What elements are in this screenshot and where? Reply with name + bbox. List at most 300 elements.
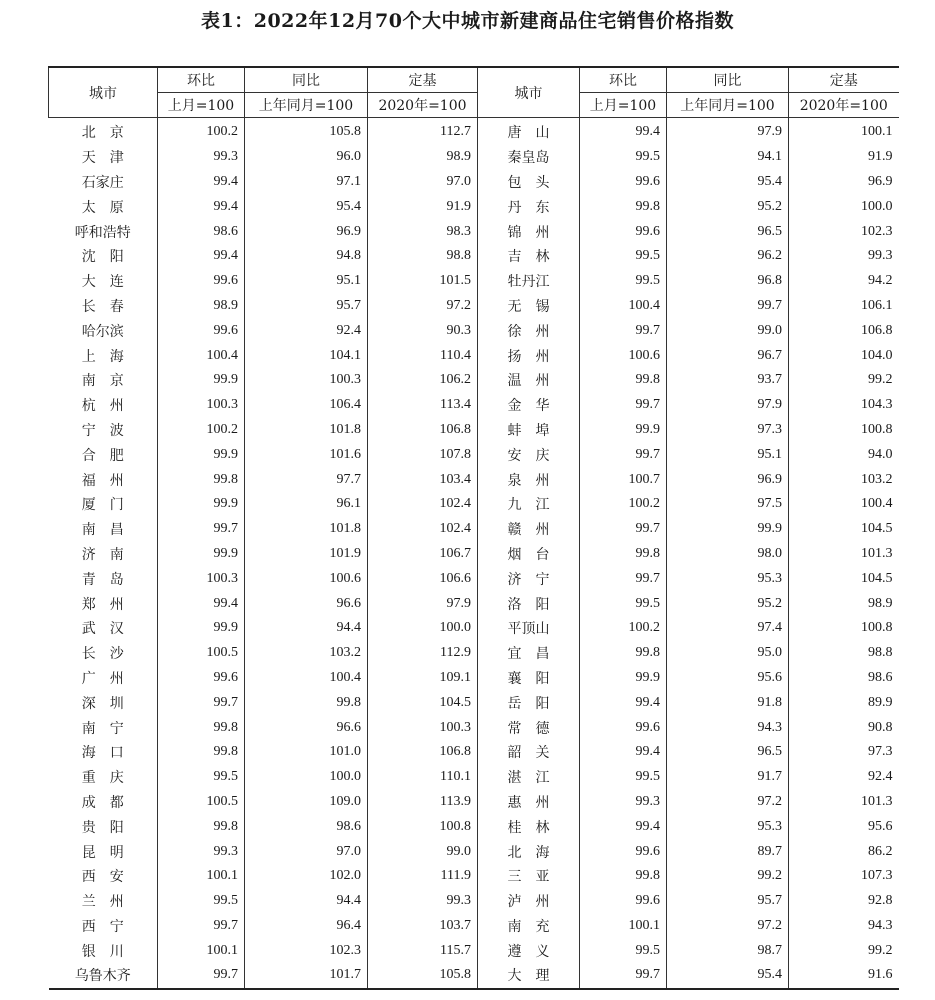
base-value: 106.6	[368, 566, 478, 591]
mom-value: 99.7	[580, 442, 667, 467]
yoy-value: 95.4	[667, 170, 789, 195]
mom-value: 99.4	[580, 740, 667, 765]
header-base-right: 定基	[789, 67, 899, 93]
yoy-value: 94.1	[667, 145, 789, 170]
table-row	[49, 244, 899, 269]
yoy-value: 96.2	[667, 244, 789, 269]
mom-value: 100.4	[158, 343, 245, 368]
mom-value: 100.4	[580, 294, 667, 319]
header-mom-sub-right: 上月=100	[580, 93, 667, 118]
mom-value: 98.6	[158, 219, 245, 244]
table-row	[49, 294, 899, 319]
city-name: 西 宁	[81, 918, 124, 935]
yoy-value: 106.4	[245, 393, 368, 418]
yoy-value: 95.6	[667, 666, 789, 691]
mom-value: 100.1	[580, 914, 667, 939]
yoy-value: 101.6	[245, 442, 368, 467]
base-value: 101.3	[789, 790, 899, 815]
base-value: 101.3	[789, 542, 899, 567]
base-value: 101.5	[368, 269, 478, 294]
city-name: 锦 州	[478, 219, 580, 244]
price-index-table	[48, 66, 899, 990]
mom-value: 100.5	[158, 790, 245, 815]
mom-value: 99.6	[580, 715, 667, 740]
city-name: 厦 门	[81, 497, 124, 514]
city-name: 扬 州	[478, 343, 580, 368]
city-name: 泉 州	[478, 467, 580, 492]
yoy-value: 96.6	[245, 715, 368, 740]
mom-value: 99.7	[158, 690, 245, 715]
base-value: 92.8	[789, 889, 899, 914]
mom-value: 99.4	[158, 194, 245, 219]
mom-value: 99.7	[580, 566, 667, 591]
table-row	[49, 566, 899, 591]
city-name: 北 京	[81, 125, 124, 142]
mom-value: 99.3	[580, 790, 667, 815]
mom-value: 99.4	[158, 244, 245, 269]
yoy-value: 97.9	[667, 393, 789, 418]
yoy-value: 97.2	[667, 790, 789, 815]
yoy-value: 109.0	[245, 790, 368, 815]
base-value: 100.4	[789, 492, 899, 517]
table-row	[49, 145, 899, 170]
city-name: 上 海	[81, 348, 124, 365]
yoy-value: 95.1	[245, 269, 368, 294]
city-name: 兰 州	[81, 894, 124, 911]
base-value: 97.2	[368, 294, 478, 319]
city-name: 太 原	[81, 199, 124, 216]
city-name: 烟 台	[478, 542, 580, 567]
city-name: 秦皇岛	[478, 145, 580, 170]
city-name: 广 州	[81, 670, 124, 687]
yoy-value: 91.7	[667, 765, 789, 790]
yoy-value: 99.2	[667, 864, 789, 889]
city-name: 呼和浩特	[74, 224, 131, 241]
header-mom: 环比	[158, 67, 245, 93]
base-value: 98.8	[368, 244, 478, 269]
mom-value: 99.7	[158, 963, 245, 989]
mom-value: 99.9	[158, 542, 245, 567]
base-value: 91.9	[368, 194, 478, 219]
mom-value: 99.4	[580, 690, 667, 715]
yoy-value: 101.8	[245, 517, 368, 542]
mom-value: 99.5	[580, 145, 667, 170]
mom-value: 99.4	[580, 814, 667, 839]
mom-value: 99.6	[580, 889, 667, 914]
base-value: 113.4	[368, 393, 478, 418]
base-value: 100.8	[789, 418, 899, 443]
yoy-value: 97.1	[245, 170, 368, 195]
table-row	[49, 194, 899, 219]
base-value: 86.2	[789, 839, 899, 864]
table-row	[49, 641, 899, 666]
city-name: 牡丹江	[478, 269, 580, 294]
yoy-value: 96.0	[245, 145, 368, 170]
mom-value: 99.6	[580, 170, 667, 195]
table-row	[49, 343, 899, 368]
table-row	[49, 118, 899, 145]
yoy-value: 104.1	[245, 343, 368, 368]
base-value: 91.6	[789, 963, 899, 989]
city-name: 重 庆	[81, 770, 124, 787]
mom-value: 99.5	[580, 765, 667, 790]
city-name: 南 京	[81, 373, 124, 390]
city-name: 遵 义	[478, 938, 580, 963]
yoy-value: 102.0	[245, 864, 368, 889]
base-value: 113.9	[368, 790, 478, 815]
header-base: 定基	[368, 67, 478, 93]
city-name: 海 口	[81, 745, 124, 762]
city-name: 南 宁	[81, 720, 124, 737]
mom-value: 99.8	[580, 542, 667, 567]
city-name: 南 昌	[81, 522, 124, 539]
yoy-value: 99.7	[667, 294, 789, 319]
yoy-value: 98.7	[667, 938, 789, 963]
table-row	[49, 467, 899, 492]
city-name: 银 川	[81, 943, 124, 960]
table-row	[49, 914, 899, 939]
city-name: 湛 江	[478, 765, 580, 790]
mom-value: 99.6	[158, 666, 245, 691]
city-name: 济 南	[81, 546, 124, 563]
city-name: 泸 州	[478, 889, 580, 914]
mom-value: 99.3	[158, 839, 245, 864]
header-city-right: 城市	[478, 67, 580, 118]
yoy-value: 96.1	[245, 492, 368, 517]
city-name: 沈 阳	[81, 249, 124, 266]
city-name: 天 津	[81, 150, 124, 167]
yoy-value: 97.0	[245, 839, 368, 864]
city-name: 成 都	[81, 794, 124, 811]
mom-value: 100.2	[158, 418, 245, 443]
city-name: 石家庄	[81, 174, 124, 191]
mom-value: 99.5	[580, 938, 667, 963]
city-name: 乌鲁木齐	[49, 963, 158, 989]
header-base-sub-right: 2020年=100	[789, 93, 899, 118]
yoy-value: 89.7	[667, 839, 789, 864]
base-value: 100.8	[368, 814, 478, 839]
mom-value: 99.5	[580, 244, 667, 269]
mom-value: 99.9	[158, 368, 245, 393]
base-value: 97.9	[368, 591, 478, 616]
base-value: 110.4	[368, 343, 478, 368]
city-name: 丹 东	[478, 194, 580, 219]
base-value: 102.3	[789, 219, 899, 244]
base-value: 107.8	[368, 442, 478, 467]
yoy-value: 97.3	[667, 418, 789, 443]
mom-value: 99.8	[580, 641, 667, 666]
table-row	[49, 170, 899, 195]
yoy-value: 98.6	[245, 814, 368, 839]
mom-value: 99.8	[580, 368, 667, 393]
city-name: 韶 关	[478, 740, 580, 765]
table-row	[49, 963, 899, 989]
mom-value: 99.7	[158, 914, 245, 939]
yoy-value: 96.5	[667, 740, 789, 765]
base-value: 99.3	[368, 889, 478, 914]
base-value: 98.9	[789, 591, 899, 616]
base-value: 107.3	[789, 864, 899, 889]
mom-value: 99.9	[580, 666, 667, 691]
base-value: 104.5	[368, 690, 478, 715]
table-row	[49, 715, 899, 740]
mom-value: 99.8	[580, 864, 667, 889]
yoy-value: 99.0	[667, 318, 789, 343]
base-value: 98.8	[789, 641, 899, 666]
mom-value: 99.6	[580, 219, 667, 244]
mom-value: 100.1	[158, 864, 245, 889]
mom-value: 99.5	[158, 765, 245, 790]
mom-value: 99.8	[158, 467, 245, 492]
city-name: 平顶山	[478, 616, 580, 641]
table-row	[49, 616, 899, 641]
yoy-value: 96.8	[667, 269, 789, 294]
yoy-value: 101.9	[245, 542, 368, 567]
base-value: 99.2	[789, 938, 899, 963]
yoy-value: 97.7	[245, 467, 368, 492]
table-row	[49, 368, 899, 393]
base-value: 99.2	[789, 368, 899, 393]
city-name: 桂 林	[478, 814, 580, 839]
city-name: 包 头	[478, 170, 580, 195]
base-value: 89.9	[789, 690, 899, 715]
table-row	[49, 219, 899, 244]
header-yoy: 同比	[245, 67, 368, 93]
city-name: 常 德	[478, 715, 580, 740]
header-mom-right: 环比	[580, 67, 667, 93]
mom-value: 99.9	[158, 492, 245, 517]
table-row	[49, 393, 899, 418]
table-row	[49, 889, 899, 914]
table-title: 表1：2022年12月70个大中城市新建商品住宅销售价格指数	[201, 10, 734, 32]
city-name: 宜 昌	[478, 641, 580, 666]
mom-value: 99.4	[158, 170, 245, 195]
yoy-value: 95.0	[667, 641, 789, 666]
base-value: 109.1	[368, 666, 478, 691]
mom-value: 99.8	[158, 715, 245, 740]
yoy-value: 101.7	[245, 963, 368, 989]
city-name: 温 州	[478, 368, 580, 393]
yoy-value: 100.6	[245, 566, 368, 591]
table-row	[49, 591, 899, 616]
city-name: 大 连	[81, 274, 124, 291]
base-value: 98.3	[368, 219, 478, 244]
yoy-value: 97.4	[667, 616, 789, 641]
city-name: 大 理	[478, 963, 580, 989]
base-value: 103.2	[789, 467, 899, 492]
yoy-value: 93.7	[667, 368, 789, 393]
table-row	[49, 517, 899, 542]
base-value: 102.4	[368, 517, 478, 542]
city-name: 金 华	[478, 393, 580, 418]
mom-value: 99.7	[580, 393, 667, 418]
yoy-value: 102.3	[245, 938, 368, 963]
yoy-value: 95.7	[667, 889, 789, 914]
table-row	[49, 765, 899, 790]
yoy-value: 97.9	[667, 118, 789, 145]
city-name: 北 海	[478, 839, 580, 864]
city-name: 长 沙	[81, 646, 124, 663]
table-row	[49, 864, 899, 889]
table-row	[49, 740, 899, 765]
city-name: 岳 阳	[478, 690, 580, 715]
yoy-value: 94.3	[667, 715, 789, 740]
base-value: 105.8	[368, 963, 478, 989]
table-row	[49, 690, 899, 715]
base-value: 106.2	[368, 368, 478, 393]
yoy-value: 94.8	[245, 244, 368, 269]
base-value: 98.9	[368, 145, 478, 170]
base-value: 104.0	[789, 343, 899, 368]
mom-value: 99.7	[580, 517, 667, 542]
base-value: 90.3	[368, 318, 478, 343]
base-value: 94.2	[789, 269, 899, 294]
mom-value: 99.6	[580, 839, 667, 864]
mom-value: 99.8	[158, 740, 245, 765]
yoy-value: 91.8	[667, 690, 789, 715]
mom-value: 100.2	[158, 118, 245, 145]
table-row	[49, 542, 899, 567]
city-name: 赣 州	[478, 517, 580, 542]
base-value: 106.8	[368, 740, 478, 765]
header-yoy-sub-right: 上年同月=100	[667, 93, 789, 118]
city-name: 三 亚	[478, 864, 580, 889]
yoy-value: 99.8	[245, 690, 368, 715]
mom-value: 100.7	[580, 467, 667, 492]
city-name: 蚌 埠	[478, 418, 580, 443]
city-name: 杭 州	[81, 398, 124, 415]
city-name: 青 岛	[81, 571, 124, 588]
header-base-sub: 2020年=100	[368, 93, 478, 118]
yoy-value: 96.5	[667, 219, 789, 244]
base-value: 97.3	[789, 740, 899, 765]
yoy-value: 95.2	[667, 591, 789, 616]
header-yoy-sub: 上年同月=100	[245, 93, 368, 118]
mom-value: 99.9	[158, 442, 245, 467]
base-value: 104.5	[789, 566, 899, 591]
city-name: 长 春	[81, 298, 124, 315]
base-value: 100.1	[789, 118, 899, 145]
base-value: 97.0	[368, 170, 478, 195]
base-value: 115.7	[368, 938, 478, 963]
mom-value: 100.3	[158, 566, 245, 591]
base-value: 103.7	[368, 914, 478, 939]
table-row	[49, 318, 899, 343]
mom-value: 99.7	[580, 963, 667, 989]
city-name: 济 宁	[478, 566, 580, 591]
yoy-value: 95.3	[667, 566, 789, 591]
city-name: 宁 波	[81, 422, 124, 439]
yoy-value: 99.9	[667, 517, 789, 542]
base-value: 100.8	[789, 616, 899, 641]
header-yoy-right: 同比	[667, 67, 789, 93]
base-value: 92.4	[789, 765, 899, 790]
base-value: 94.0	[789, 442, 899, 467]
header-mom-sub: 上月=100	[158, 93, 245, 118]
mom-value: 99.5	[158, 889, 245, 914]
city-name: 哈尔滨	[81, 323, 124, 340]
yoy-value: 100.3	[245, 368, 368, 393]
base-value: 110.1	[368, 765, 478, 790]
mom-value: 99.4	[580, 118, 667, 145]
table-row	[49, 790, 899, 815]
yoy-value: 96.9	[245, 219, 368, 244]
base-value: 106.8	[789, 318, 899, 343]
yoy-value: 95.2	[667, 194, 789, 219]
city-name: 襄 阳	[478, 666, 580, 691]
city-name: 惠 州	[478, 790, 580, 815]
base-value: 106.7	[368, 542, 478, 567]
table-row	[49, 492, 899, 517]
base-value: 103.4	[368, 467, 478, 492]
mom-value: 99.4	[158, 591, 245, 616]
city-name: 福 州	[81, 472, 124, 489]
city-name: 安 庆	[478, 442, 580, 467]
base-value: 106.8	[368, 418, 478, 443]
base-value: 100.3	[368, 715, 478, 740]
yoy-value: 97.5	[667, 492, 789, 517]
base-value: 99.0	[368, 839, 478, 864]
table-row	[49, 839, 899, 864]
yoy-value: 100.4	[245, 666, 368, 691]
base-value: 91.9	[789, 145, 899, 170]
table-row	[49, 442, 899, 467]
city-name: 郑 州	[81, 596, 124, 613]
city-name: 合 肥	[81, 447, 124, 464]
yoy-value: 98.0	[667, 542, 789, 567]
mom-value: 99.7	[580, 318, 667, 343]
base-value: 104.3	[789, 393, 899, 418]
base-value: 106.1	[789, 294, 899, 319]
base-value: 104.5	[789, 517, 899, 542]
yoy-value: 95.4	[245, 194, 368, 219]
yoy-value: 96.6	[245, 591, 368, 616]
base-value: 100.0	[789, 194, 899, 219]
yoy-value: 96.4	[245, 914, 368, 939]
yoy-value: 94.4	[245, 889, 368, 914]
city-name: 南 充	[478, 914, 580, 939]
base-value: 99.3	[789, 244, 899, 269]
city-name: 贵 阳	[81, 819, 124, 836]
yoy-value: 95.1	[667, 442, 789, 467]
mom-value: 99.8	[158, 814, 245, 839]
yoy-value: 95.7	[245, 294, 368, 319]
city-name: 吉 林	[478, 244, 580, 269]
yoy-value: 97.2	[667, 914, 789, 939]
mom-value: 99.9	[580, 418, 667, 443]
yoy-value: 105.8	[245, 118, 368, 145]
city-name: 洛 阳	[478, 591, 580, 616]
table-row	[49, 814, 899, 839]
yoy-value: 94.4	[245, 616, 368, 641]
table-row	[49, 418, 899, 443]
mom-value: 100.3	[158, 393, 245, 418]
mom-value: 99.9	[158, 616, 245, 641]
mom-value: 99.5	[580, 269, 667, 294]
base-value: 111.9	[368, 864, 478, 889]
mom-value: 99.3	[158, 145, 245, 170]
mom-value: 100.6	[580, 343, 667, 368]
yoy-value: 95.4	[667, 963, 789, 989]
city-name: 无 锡	[478, 294, 580, 319]
city-name: 西 安	[81, 869, 124, 886]
base-value: 112.9	[368, 641, 478, 666]
yoy-value: 96.9	[667, 467, 789, 492]
mom-value: 99.5	[580, 591, 667, 616]
mom-value: 100.2	[580, 492, 667, 517]
yoy-value: 101.8	[245, 418, 368, 443]
table-row	[49, 666, 899, 691]
